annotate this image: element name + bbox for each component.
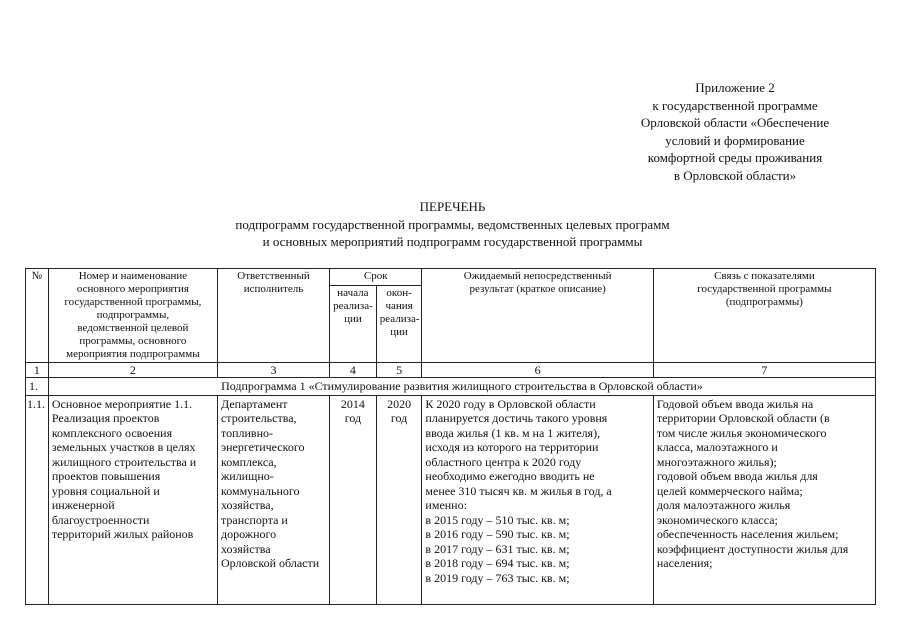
row-name: Основное мероприятие 1.1. Реализация проектов комплексного освоения земельных участков в целях жилищного строительства и проектов повышения уровня социальной и инженерной благоустроенности территорий жилых районов bbox=[48, 395, 217, 604]
header-term: Срок bbox=[330, 269, 422, 286]
subprogram-title: Подпрограмма 1 «Стимулирование развития жилищного строительства в Орловской области» bbox=[48, 378, 875, 396]
title-heading: ПЕРЕЧЕНЬ bbox=[419, 199, 486, 214]
column-number: 4 bbox=[330, 363, 377, 378]
row-executor: Департамент строительства, топливно- энергетического комплекса, жилищно- коммунального хозяйства, транспорта и дорожного хозяйства Орловской области bbox=[217, 395, 329, 604]
appendix-line: комфортной среды проживания bbox=[647, 150, 823, 165]
column-number: 1 bbox=[26, 363, 49, 378]
column-number: 3 bbox=[217, 363, 329, 378]
appendix-line: Орловской области «Обеспечение bbox=[640, 115, 830, 130]
appendix-line: в Орловской области» bbox=[673, 167, 797, 183]
row-start: 2014 год bbox=[330, 395, 377, 604]
subprogram-row bbox=[26, 378, 876, 396]
row-link: Годовой объем ввода жилья на территории Орловской области (в том числе жилья экономического класса, малоэтажного и многоэтажного жилья); годовой объем ввода жилья для целей коммерческого найма; доля малоэтажного жилья экономического класса; обеспеченность населения жильем; коэффициент доступности жилья для населения; bbox=[653, 395, 875, 604]
header-start: начала реализа- ции bbox=[330, 286, 377, 363]
header-name: Номер и наименование основного мероприятия государственной программы, подпрограммы, ведомственной целевой программы, основного мероприятия подпрограммы bbox=[48, 269, 217, 363]
column-number: 2 bbox=[48, 363, 217, 378]
program-table bbox=[25, 268, 876, 605]
header-num: № bbox=[26, 269, 49, 363]
header-link: Связь с показателями государственной программы (подпрограммы) bbox=[653, 269, 875, 363]
row-num: 1.1. bbox=[26, 395, 49, 604]
column-number: 5 bbox=[376, 363, 422, 378]
appendix-block bbox=[600, 79, 870, 184]
row-end: 2020 год bbox=[376, 395, 422, 604]
subprogram-num: 1. bbox=[26, 378, 49, 396]
header-row bbox=[26, 269, 876, 286]
column-number-row bbox=[26, 363, 876, 378]
row-result: К 2020 году в Орловской области планируется достичь такого уровня ввода жилья (1 кв. м на 1 жителя), исходя из которого на территории областного центра к 2020 году необходимо ежегодно вводить не менее 310 тысяч кв. м жилья в год, а именно: в 2015 году – 510 тыс. кв. м; в 2016 году – 590 тыс. кв. м; в 2017 году – 631 тыс. кв. м; в 2018 году – 694 тыс. кв. м; в 2019 году – 763 тыс. кв. м; bbox=[422, 395, 653, 604]
appendix-line: условий и формирование bbox=[665, 132, 805, 148]
column-number: 7 bbox=[653, 363, 875, 378]
title-line: подпрограмм государственной программы, ведомственных целевых программ bbox=[235, 216, 670, 232]
column-number: 6 bbox=[422, 363, 653, 378]
document-title bbox=[0, 198, 905, 251]
header-executor: Ответственный исполнитель bbox=[217, 269, 329, 363]
appendix-line: Приложение 2 bbox=[695, 80, 775, 95]
appendix-line: к государственной программе bbox=[652, 97, 818, 113]
title-line: и основных мероприятий подпрограмм государственной программы bbox=[262, 234, 643, 249]
header-end: окон- чания реализа- ции bbox=[376, 286, 422, 363]
table-row bbox=[26, 395, 876, 604]
header-result: Ожидаемый непосредственный результат (краткое описание) bbox=[422, 269, 653, 363]
